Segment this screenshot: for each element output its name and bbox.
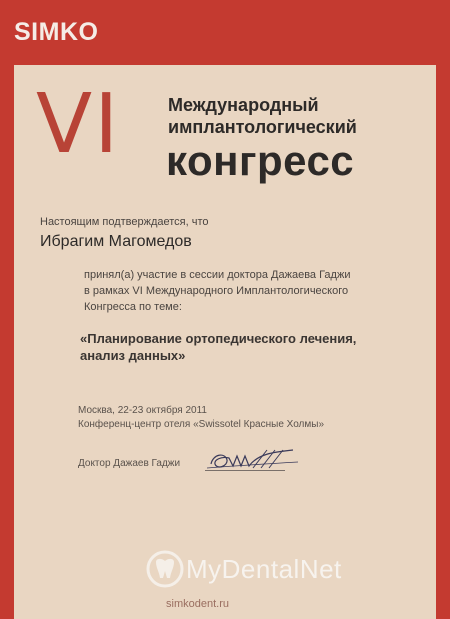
body-line-1: принял(а) участие в сессии доктора Дажаева Гаджи — [84, 269, 351, 281]
title-line-2: имплантологический — [168, 117, 357, 137]
title-line-1: Международный — [168, 95, 319, 115]
topic-line-1: «Планирование ортопедического лечения, — [80, 331, 357, 346]
signatory-label: Доктор Дажаев Гаджи — [78, 458, 181, 469]
place-date: Москва, 22-23 октября 2011 — [78, 405, 207, 416]
body-line-3: Конгресса по теме: — [84, 301, 182, 313]
venue-text: Конференц-центр отеля «Swissotel Красные Холмы» — [78, 419, 325, 430]
intro-text: Настоящим подтверждается, что — [40, 216, 209, 228]
body-line-2: в рамках VI Международного Имплантологического — [84, 285, 349, 297]
brand-logo: SIMKO — [14, 18, 99, 46]
watermark-text: MyDentalNet — [186, 554, 342, 584]
recipient-name: Ибрагим Магомедов — [40, 233, 192, 250]
congress-number: VI — [36, 77, 121, 172]
title-line-3: конгресс — [166, 137, 355, 184]
website-url: simkodent.ru — [166, 598, 229, 610]
topic-line-2: анализ данных» — [80, 348, 186, 363]
handwritten-signature — [203, 446, 303, 476]
